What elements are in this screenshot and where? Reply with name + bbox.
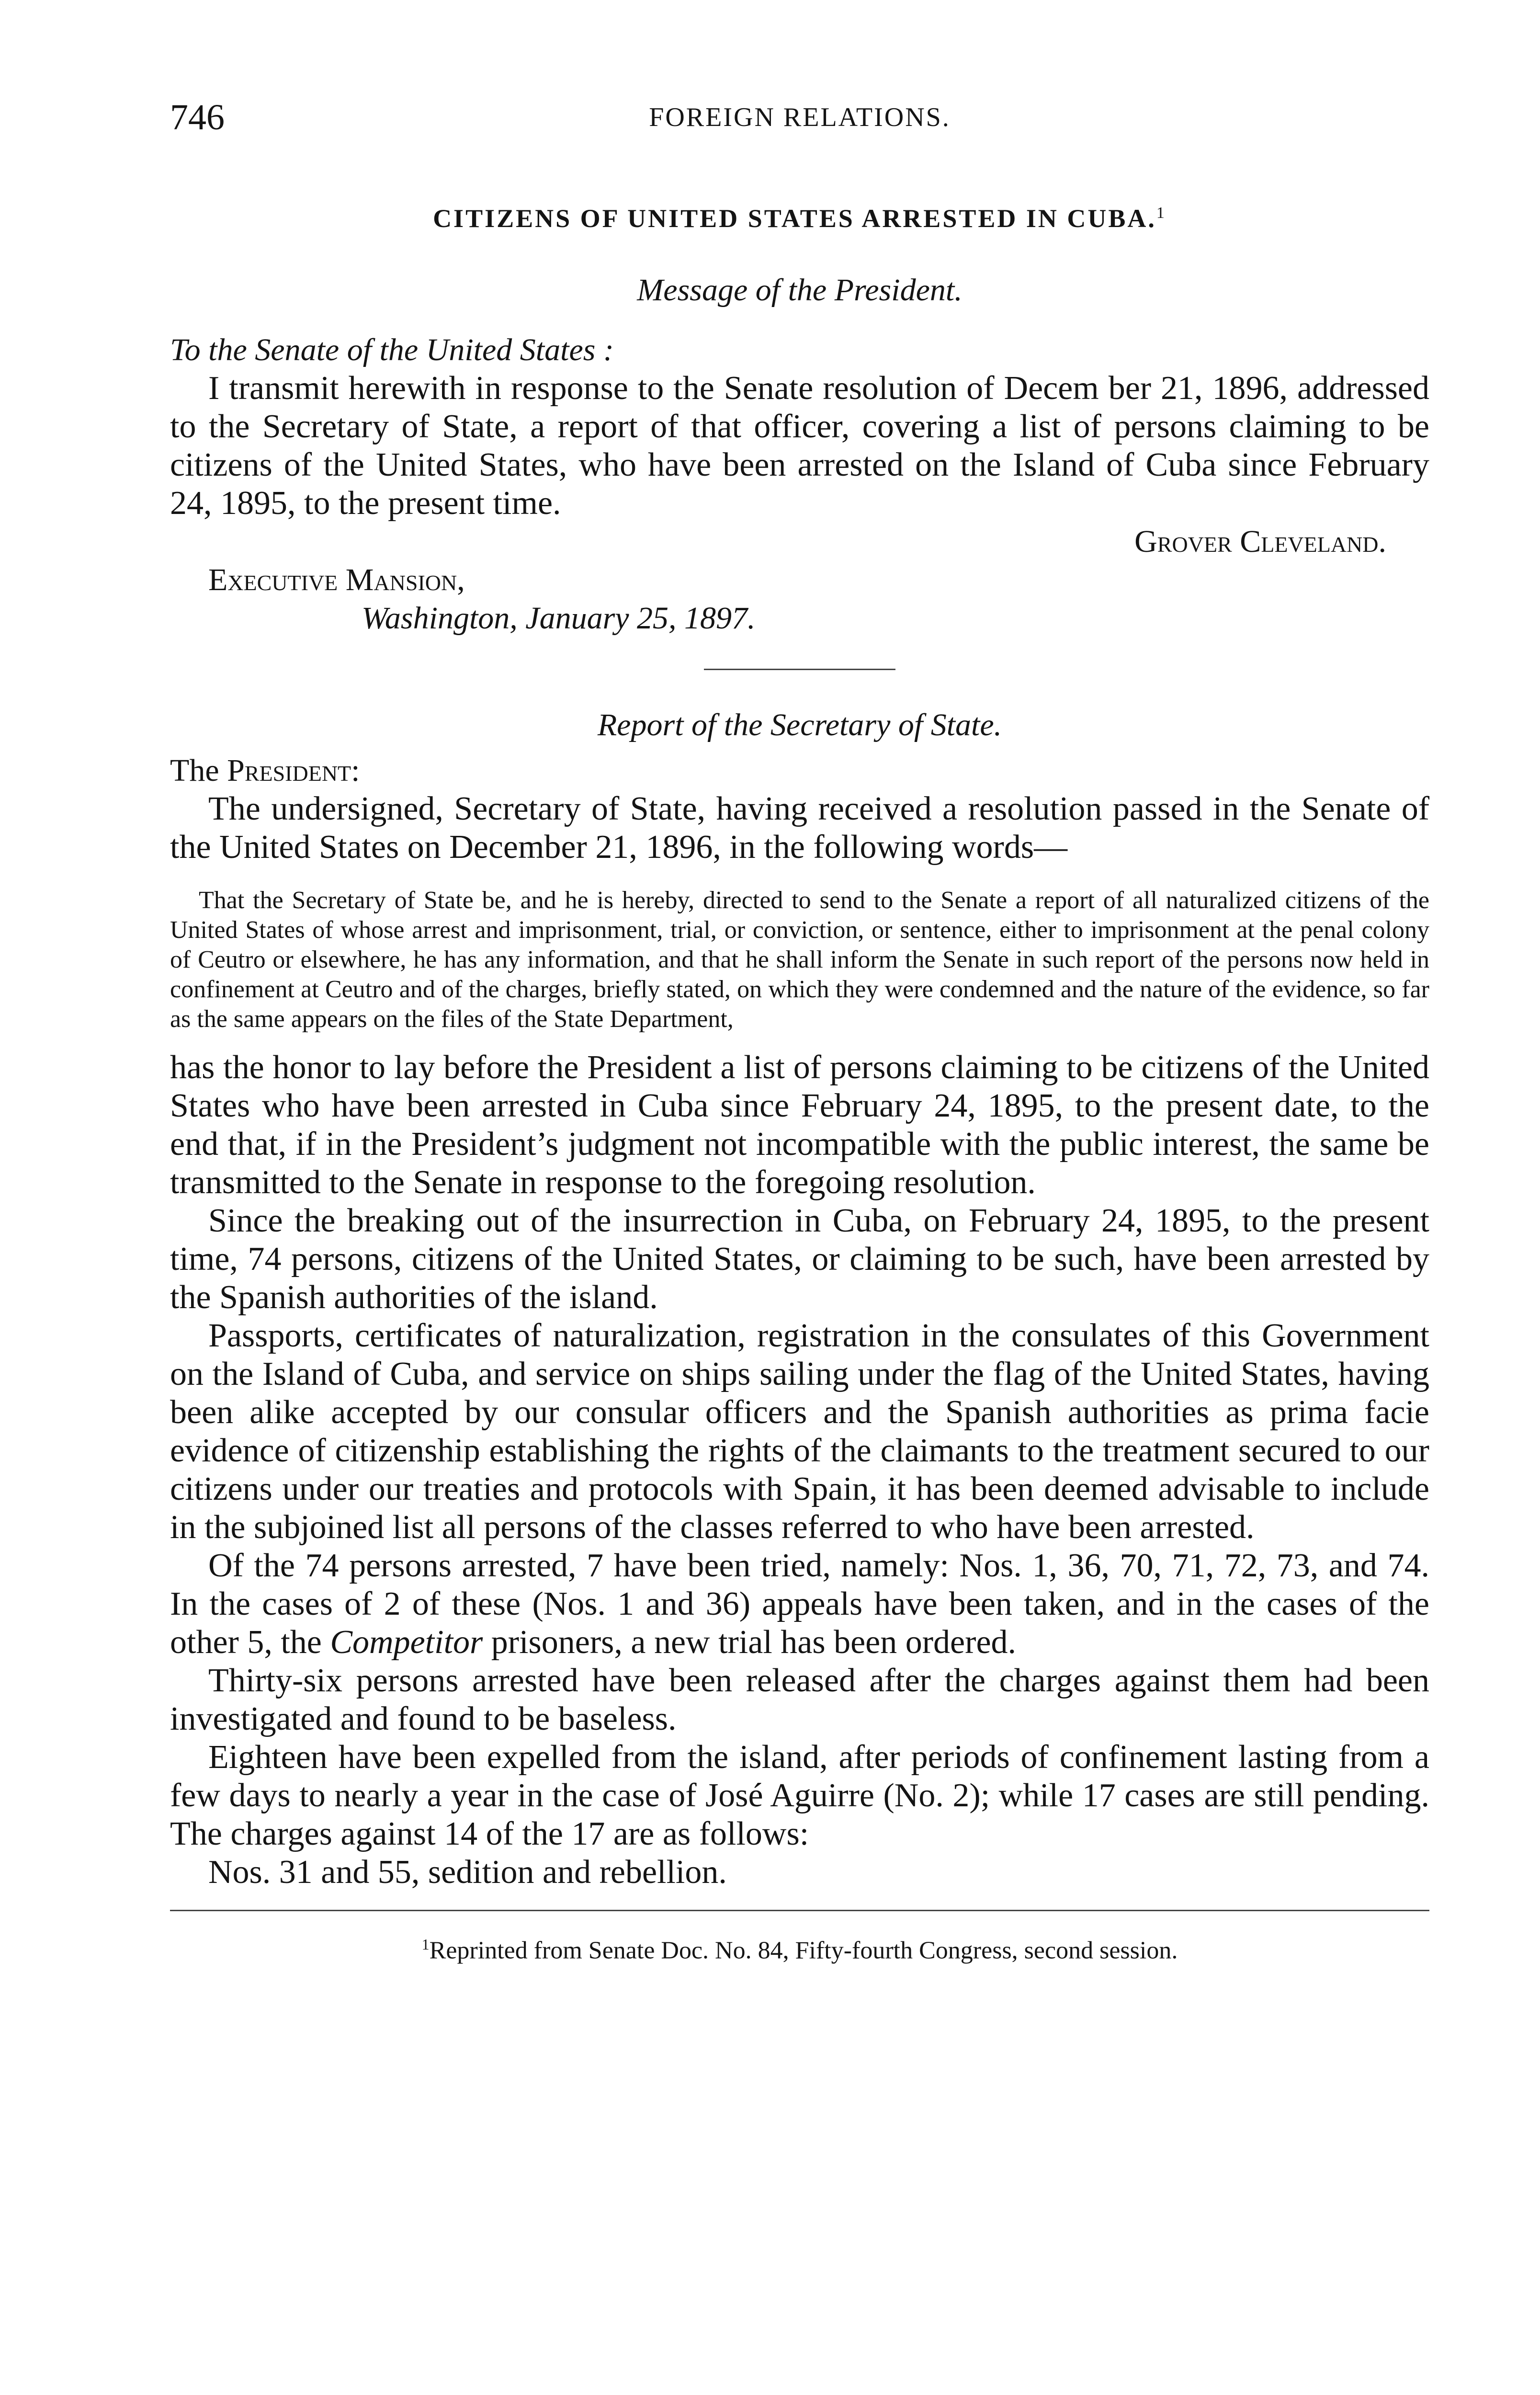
report-paragraph-2: Since the breaking out of the insurrection in Cuba, on February 24, 1895, to the present time, 74 persons, citizens of the United States, or claiming to be such, have been arrested by the Spanish authorities of the island. bbox=[170, 1202, 1429, 1316]
addressee-line bbox=[170, 752, 1429, 790]
resolution-quote: That the Secretary of State be, and he is hereby, directed to send to the Senate a report of all naturalized citizens of the United States of whose arrest and imprisonment, trial, or conviction, or sentence, either to imprisonment at the penal colony of Ceutro or elsewhere, he has any information, and that he shall inform the Senate in such report of the persons now held in confinement at Ceutro and of the charges, briefly stated, on which they were condemned and the nature of the evidence, so far as the same appears on the files of the State Department, bbox=[170, 887, 1429, 1033]
footnote-reference: 1 bbox=[1156, 204, 1166, 222]
dateline-date: Washington, January 25, 1897. bbox=[362, 601, 756, 636]
addressee-name: President bbox=[227, 753, 351, 788]
page-number: 746 bbox=[170, 97, 225, 137]
report-paragraph-5: Thirty-six persons arrested have been released after the charges against them had been investigated and found to be baseless. bbox=[170, 1662, 1429, 1737]
competitor-italic: Competitor bbox=[330, 1624, 483, 1661]
dateline-place: Executive Mansion, bbox=[208, 562, 465, 597]
report-paragraph-7: Nos. 31 and 55, sedition and rebellion. bbox=[208, 1854, 727, 1891]
report-paragraph-3: Passports, certificates of naturalization, registration in the consulates of this Government on the Island of Cuba, and service on ships sailing under the flag of the United States, having been alike accepted by our consular officers and the Spanish authorities as prima facie evidence of citizenship establishing the rights of the claimants to the treatment secured to our citizens under our treaties and protocols with Spain, it has been deemed advisable to include in the subjoined list all persons of the classes referred to who have been arrested. bbox=[170, 1317, 1429, 1546]
message-heading: Message of the President. bbox=[637, 273, 962, 308]
document-page bbox=[170, 96, 1429, 1967]
footnote-rule bbox=[170, 1910, 1429, 1911]
article-title bbox=[170, 196, 1429, 235]
running-title: FOREIGN RELATIONS. bbox=[649, 103, 951, 132]
section-divider bbox=[704, 669, 895, 670]
addressee-suffix: : bbox=[351, 753, 360, 788]
footnote-text: Reprinted from Senate Doc. No. 84, Fifty-fourth Congress, second session. bbox=[429, 1937, 1178, 1964]
signature: Grover Cleveland. bbox=[1134, 524, 1386, 559]
paragraph-4-text: Of the 74 persons arrested, 7 have been tried, namely: Nos. 1, 36, 70, 71, 72, 73, and 74. In the cases of 2 of these (Nos. 1 and 36) appeals have been taken, and in the cases of the other 5, the bbox=[170, 1547, 1429, 1661]
addressee-prefix: The bbox=[170, 753, 227, 788]
article-title-text: CITIZENS OF UNITED STATES ARRESTED IN CUBA. bbox=[433, 204, 1156, 233]
footnote bbox=[170, 1927, 1429, 1967]
report-heading: Report of the Secretary of State. bbox=[597, 707, 1002, 742]
footnote-mark: 1 bbox=[421, 1936, 430, 1953]
report-intro: The undersigned, Secretary of State, having received a resolution passed in the Senate of the United States on December 21, 1896, in the following words— bbox=[170, 790, 1429, 866]
paragraph-4-text-end: prisoners, a new trial has been ordered. bbox=[483, 1624, 1017, 1661]
message-text: I transmit herewith in response to the Senate resolution of Decem ber 21, 1896, addressed to the Secretary of State, a report of that officer, covering a list of persons claiming to be citizens of the United States, who have been arrested on the Island of Cuba since February 24, 1895, to the present time. bbox=[170, 370, 1429, 522]
running-head bbox=[170, 96, 1429, 139]
report-paragraph-6: Eighteen have been expelled from the island, after periods of confinement lasting from a few days to nearly a year in the case of José Aguirre (No. 2); while 17 cases are still pending. The charges against 14 of the 17 are as follows: bbox=[170, 1739, 1429, 1852]
report-paragraph-4 bbox=[170, 1547, 1429, 1662]
salutation: To the Senate of the United States : bbox=[170, 332, 614, 367]
report-paragraph-1: has the honor to lay before the President a list of persons claiming to be citizens of the United States who have been arrested in Cuba since February 24, 1895, to the present date, to the end that, if in the President’s judgment not incompatible with the public interest, the same be transmitted to the Senate in response to the foregoing resolution. bbox=[170, 1049, 1429, 1201]
